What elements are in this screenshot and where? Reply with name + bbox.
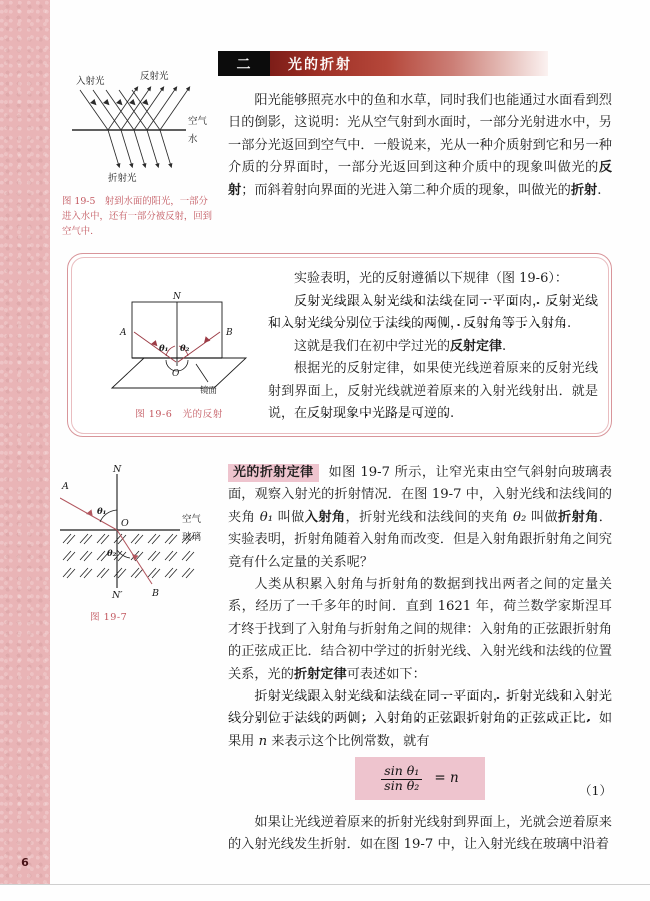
refraction-theta1: θ₁ (259, 509, 273, 525)
bottom-rule (0, 884, 650, 885)
label-point-B: B (226, 328, 233, 338)
refraction-bold-refraction-angle: 折射角 (558, 509, 599, 525)
figure-19-6-diagram (104, 288, 254, 400)
intro-text-part3: . (597, 182, 602, 198)
figure-19-5-diagram (62, 62, 214, 184)
refraction-para2-a: 人类从积累入射角与折射角的数据到找出两者之间的定量关系，经历了一千多年的时间．直到 1621 年，荷兰数学家斯涅耳才终于找到了入射角与折射角之间的规律：入射角的正弦跟折射角的正弦成正比．结合初中学过的折射光线、入射光线和法线的位置关系，光的 (228, 577, 612, 682)
intro-bold-refraction: 折射 (570, 182, 598, 198)
refraction-law-section (228, 462, 612, 753)
snell-fraction (381, 763, 422, 793)
label-point-A: A (120, 328, 127, 338)
box-para-3-prefix: 这就是我们在初中学过光的 (294, 338, 451, 354)
label-point-O: O (121, 518, 129, 529)
section-number: 二 (218, 51, 270, 76)
formula-row (228, 757, 612, 800)
label-incident-light: 入射光 (76, 76, 105, 87)
refraction-para1-b: 叫做 (272, 509, 305, 525)
refraction-para1-e: ．实验表明，折射角随着入射角而改变．但是入射角跟折射角之间究竟有什么定量的关系呢？ (228, 509, 612, 570)
refraction-constant-n: n (258, 733, 268, 749)
refraction-law-term: 光的折射定律 (228, 464, 319, 482)
refraction-para3-tail-a: 如果用 (228, 711, 612, 749)
box-para-3-bold: 反射定律 (450, 338, 503, 354)
refraction-para1-a: 如图 19-7 所示，让窄光束由空气斜射向玻璃表面，观察入射光的折射情况．在图 19-7 中，入射光线和法线间的夹角 (228, 465, 612, 525)
formula-denominator: sin θ₂ (384, 778, 420, 793)
label-mirror-surface: 镜面 (200, 386, 218, 396)
label-theta1: θ₁ (159, 344, 169, 354)
label-point-B: B (152, 588, 159, 599)
refraction-bold-incident-angle: 入射角 (304, 509, 346, 525)
section-title: 光的折射 (270, 51, 548, 76)
intro-paragraph (228, 90, 612, 202)
label-glass: 玻璃 (182, 532, 202, 543)
section-header (218, 51, 548, 76)
formula-number: （1） (579, 783, 612, 798)
figure-19-7 (60, 462, 220, 623)
figure-19-5 (62, 62, 214, 239)
label-air: 空气 (182, 514, 202, 525)
page-number: 6 (21, 856, 29, 869)
box-para-4-suffix: . (450, 406, 455, 421)
box-para-1: 实验表明，光的反射遵循以下规律（图 19-6）： (294, 271, 568, 286)
box-para-4-prefix: 根据光的反射定律，如果使光线逆着原来的反射光线射到界面上，反射光线就逆着原来的入射光线射出．就是说，在 (268, 361, 598, 421)
box-para-2-dotted: 反射光线跟入射光线和法线在同一平面内，反射光线和入射光线分别位于法线的两侧，反射角等于入射角. (268, 294, 598, 336)
label-normal-N: N (113, 464, 122, 475)
left-margin-strip (0, 0, 50, 884)
label-refracted-light: 折射光 (108, 173, 137, 184)
refraction-para1-d: 叫做 (526, 509, 559, 525)
intro-text-part2: ；而斜着射向界面的光进入第二种介质的现象，叫做光的 (241, 182, 571, 198)
label-normal-N-prime: N′ (112, 590, 123, 601)
refraction-theta2: θ₂ (513, 509, 527, 525)
closing-paragraph-text: 如果让光线逆着原来的折射光线射到界面上，光就会逆着原来的入射光线发生折射．如在图 19-7 中，让入射光线在玻璃中沿着 (228, 815, 612, 853)
label-point-A: A (62, 481, 69, 492)
label-theta2: θ₂ (107, 549, 117, 559)
refraction-para2-b: 可表述如下： (346, 666, 426, 682)
figure-19-7-diagram (60, 462, 220, 602)
figure-19-7-caption: 图 19-7 (90, 612, 128, 623)
figure-19-6-caption: 图 19-6 光的反射 (135, 409, 223, 420)
figure-19-5-caption: 图 19-5 射到水面的阳光，一部分进入水中，还有一部分被反射，回到空气中. (62, 196, 213, 237)
label-reflected-light: 反射光 (140, 71, 169, 82)
label-normal-N: N (173, 292, 181, 302)
refraction-para3-dotted: 折射光线跟入射光线和法线在同一平面内，折射光线和入射光线分别位于法线的两侧；入射角的正弦跟折射角的正弦成正比． (228, 689, 612, 730)
label-water: 水 (188, 134, 198, 145)
reflection-law-text (268, 268, 598, 426)
intro-bold-reflection: 反射 (228, 160, 612, 198)
label-air: 空气 (188, 116, 208, 127)
refraction-para1-c: ，折射光线和法线间的夹角 (345, 509, 514, 525)
refraction-bold-law: 折射定律 (293, 666, 347, 682)
label-point-O: O (172, 369, 180, 379)
formula-box (355, 757, 484, 800)
formula-numerator: sin θ₁ (381, 763, 422, 780)
box-para-3-suffix: . (502, 338, 507, 354)
intro-text-part1: 阳光能够照亮水中的鱼和水草，同时我们也能通过水面看到烈日的倒影，这说明：光从空气射到水面时，一部分光射进水中，另一部分光返回到空气中．一般说来，光从一种介质射到它和另一种介质的分界面时，一部分光返回到这种介质中的现象叫做光的 (228, 93, 612, 176)
box-para-4-dotted: 反射现象中光路是可逆的 (307, 406, 450, 425)
label-theta2: θ₂ (180, 344, 190, 354)
figure-19-6 (104, 288, 254, 420)
refraction-para3-tail-b: 来表示这个比例常数，就有 (267, 733, 430, 749)
closing-paragraph (228, 812, 612, 857)
formula-equals-n: = n (434, 770, 459, 786)
label-theta1: θ₁ (97, 507, 107, 517)
